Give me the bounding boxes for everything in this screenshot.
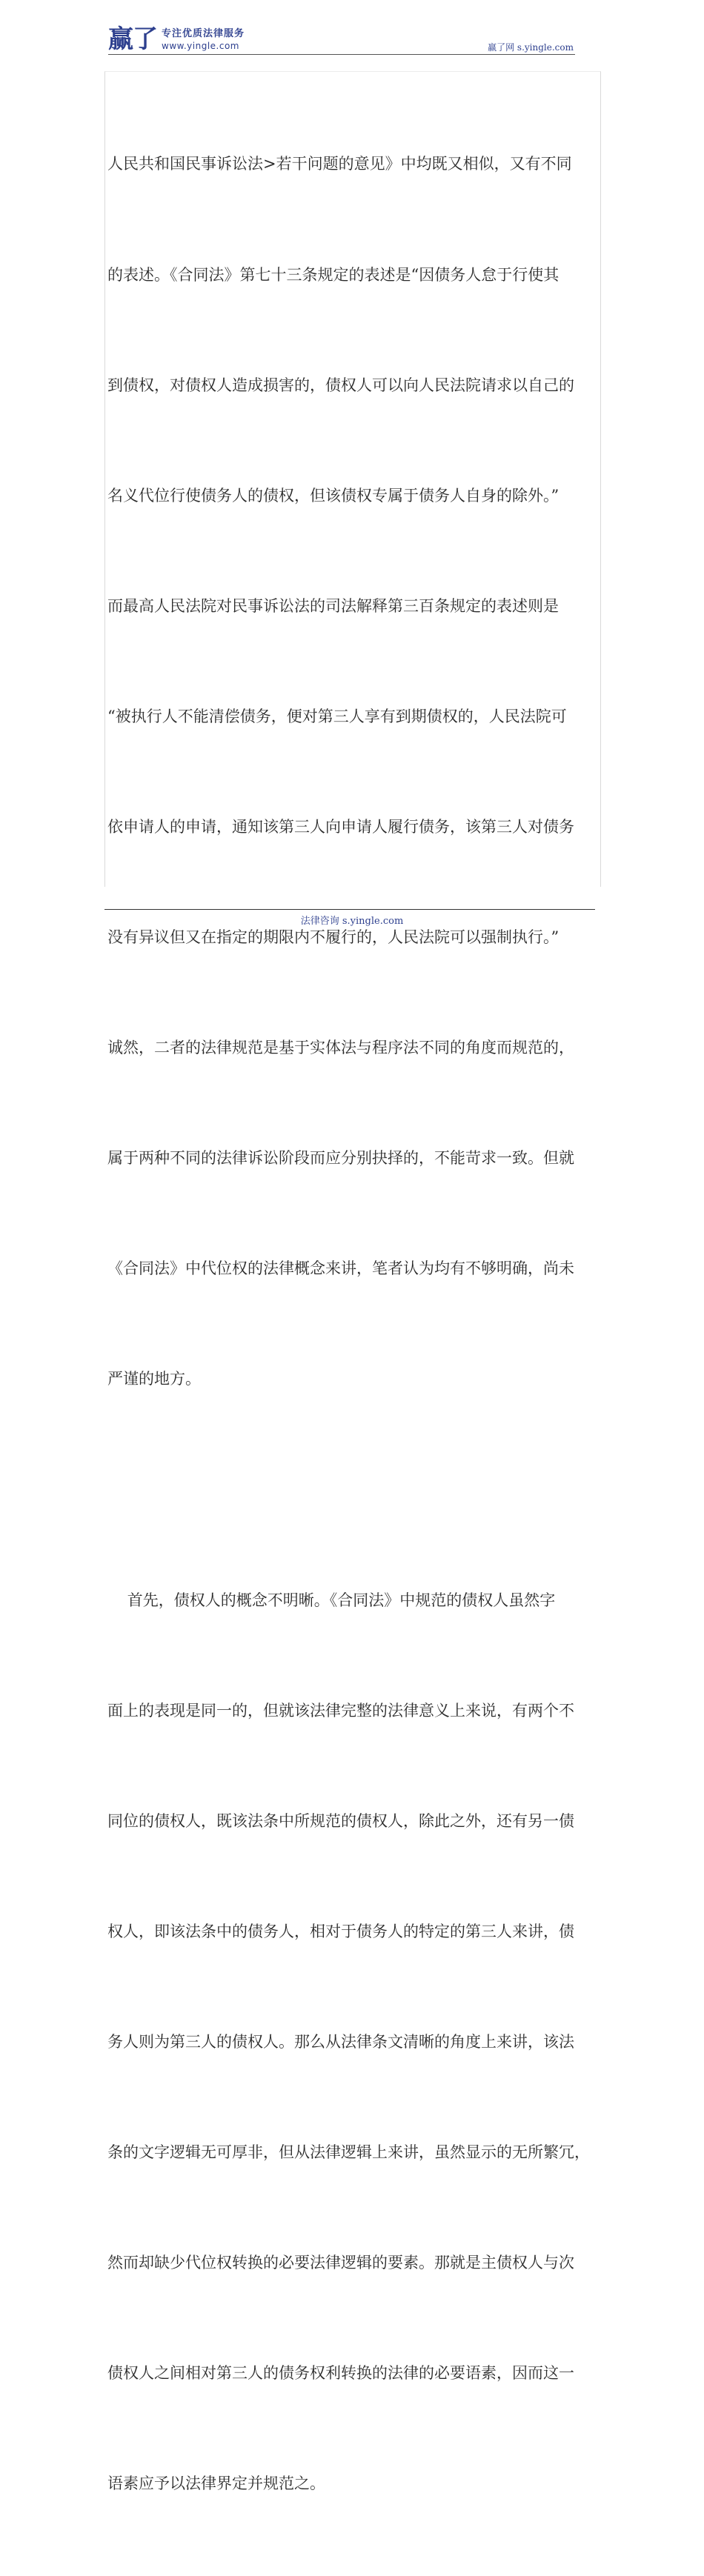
paragraph-1 xyxy=(107,73,604,1472)
text-line: 依申请人的申请，通知该第三人向申请人履行债务，该第三人对债务 xyxy=(107,817,574,836)
header-site-link[interactable]: 赢了网 s.yingle.com xyxy=(488,42,574,53)
text-line: 属于两种不同的法律诉讼阶段而应分别抉择的，不能苛求一致。但就 xyxy=(107,1149,574,1168)
document-body xyxy=(107,73,604,2576)
text-line: 语素应予以法律界定并规范之。 xyxy=(107,2475,325,2493)
page-header xyxy=(108,25,575,55)
text-line: 名义代位行使债务人的债权，但该债权专属于债务人自身的除外。” xyxy=(107,486,559,505)
logo-mark: 赢了 xyxy=(108,24,157,54)
text-line: “被执行人不能清偿债务，便对第三人享有到期债权的，人民法院可 xyxy=(107,707,567,725)
text-line: 务人则为第三人的债权人。那么从法律条文清晰的角度上来讲，该法 xyxy=(107,2033,574,2051)
text-line: 权人，即该法条中的债务人，相对于债务人的特定的第三人来讲，债 xyxy=(107,1922,574,1940)
text-line: 人民共和国民事诉讼法>若干问题的意见》中均既又相似，又有不同 xyxy=(107,155,572,173)
text-line: 没有异议但又在指定的期限内不履行的，人民法院可以强制执行。” xyxy=(107,928,559,947)
paragraph-2 xyxy=(107,1508,604,2576)
footer-divider xyxy=(104,909,595,910)
text-line: 债权人之间相对第三人的债务权利转换的法律的必要语素，因而这一 xyxy=(107,2364,574,2383)
logo-url: www.yingle.com xyxy=(162,40,239,51)
footer-link[interactable]: 法律咨询 s.yingle.com xyxy=(300,916,404,927)
text-line: 首先，债权人的概念不明晰。《合同法》中规范的债权人虽然字 xyxy=(107,1591,556,1609)
text-line: 面上的表现是同一的，但就该法律完整的法律意义上来说，有两个不 xyxy=(107,1701,574,1720)
text-line: 然而却缺少代位权转换的必要法律逻辑的要素。那就是主债权人与次 xyxy=(107,2254,574,2272)
header-divider xyxy=(108,54,575,55)
text-line: 《合同法》中代位权的法律概念来讲，笔者认为均有不够明确，尚未 xyxy=(107,1259,574,1278)
text-line: 诚然，二者的法律规范是基于实体法与程序法不同的角度而规范的， xyxy=(107,1039,574,1057)
text-line: 同位的债权人，既该法条中所规范的债权人，除此之外，还有另一债 xyxy=(107,1811,574,1830)
logo-text xyxy=(162,25,245,53)
text-line: 严谨的地方。 xyxy=(107,1370,201,1388)
text-line: 条的文字逻辑无可厚非，但从法律逻辑上来讲，虽然显示的无所繁冗， xyxy=(107,2143,590,2162)
text-line: 到债权，对债权人造成损害的，债权人可以向人民法院请求以自己的 xyxy=(107,376,574,394)
page-footer xyxy=(0,915,704,928)
paragraph-spacer xyxy=(107,1472,604,1509)
site-logo[interactable] xyxy=(108,25,245,55)
logo-slogan: 专注优质法律服务 xyxy=(162,27,245,39)
text-line: 的表述。《合同法》第七十三条规定的表述是“因债务人怠于行使其 xyxy=(107,265,559,284)
text-line: 而最高人民法院对民事诉讼法的司法解释第三百条规定的表述则是 xyxy=(107,596,559,615)
